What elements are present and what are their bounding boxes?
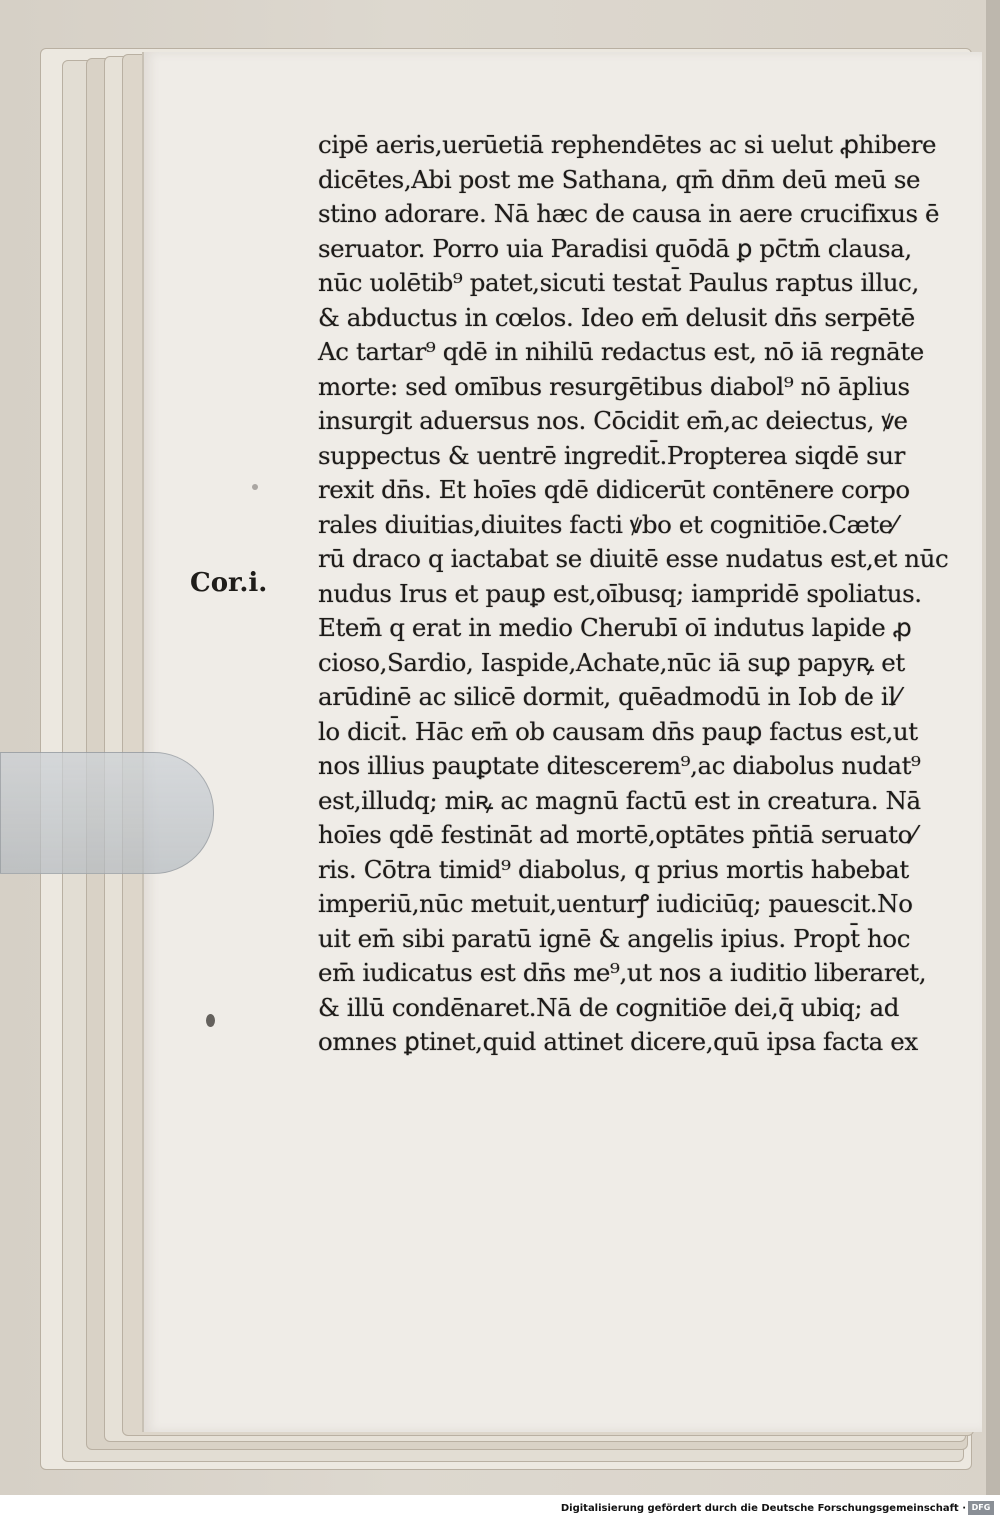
text-line: nudus Irus et pauꝑ est,oībusq; iampridē spoliatus. <box>318 578 922 608</box>
text-line: lo dicit̄. Hāc em̄ ob causam dn̄s pauꝑ factus est,ut <box>318 716 918 746</box>
ink-speck <box>252 484 258 490</box>
text-line: insurgit aduersus nos. Cōcidit em̄,ac deiectus, ꝟe <box>318 406 908 435</box>
text-line: ris. Cōtra timid⁹ diabolus, q prius mortis habebat <box>318 854 909 884</box>
page-text <box>318 128 949 1060</box>
text-line: morte: sed omībus resurgētibus diabol⁹ nō āplius <box>318 371 910 401</box>
text-line: nūc uolētib⁹ patet,sicuti testat̄ Paulus raptus illuc, <box>318 268 919 297</box>
margin-note: Cor.i. <box>190 568 268 598</box>
text-line: Etem̄ q erat in medio Cherubī oī indutus lapide ꝓ <box>318 613 912 642</box>
text-line: suppectus & uentrē ingredit̄.Propterea siqdē sur <box>318 440 905 470</box>
text-line: em̄ iudicatus est dn̄s me⁹,ut nos a iuditio liberaret, <box>318 958 927 987</box>
text-line: arūdinē ac silicē dormit, quēadmodū in Iob de il⁄ <box>318 682 900 711</box>
dfg-logo[interactable]: DFG <box>968 1501 994 1515</box>
text-line: dicētes,Abi post me Sathana, qm̄ dn̄m deū meū se <box>318 164 921 194</box>
text-line: stino adorare. Nā hæc de causa in aere crucifixus ē <box>318 199 940 228</box>
text-line: omnes ꝑtinet,quid attinet dicere,quū ipsa facta ex <box>318 1027 918 1056</box>
text-line: cioso,Sardio, Iaspide,Achate,nūc iā suꝑ papyꝶ et <box>318 647 905 677</box>
text-line: Ac tartar⁹ qdē in nihilū redactus est, nō iā regnāte <box>318 337 924 366</box>
text-line: nos illius pauꝑtate ditescerem⁹,ac diabolus nudat⁹ <box>318 751 921 780</box>
text-line: hoīes qdē festināt ad mortē,optātes pn̄tiā seruato⁄ <box>318 820 916 849</box>
text-line: & abductus in cœlos. Ideo em̄ delusit dn̄s serpētē <box>318 302 915 332</box>
text-line: imperiū,nūc metuit,uenturꝭ iudiciūq; pauescit.No <box>318 889 913 918</box>
text-line: uit em̄ sibi paratū ignē & angelis ipius. Propt̄ hoc <box>318 923 911 953</box>
ink-speck <box>206 1014 215 1027</box>
page-clip <box>0 752 214 874</box>
text-line: cipē aeris,uerūetiā rephendētes ac si uelut ꝓhibere <box>318 130 937 159</box>
text-line: seruator. Porro uia Paradisi quōdā ꝑ pc̄tm̄ clausa, <box>318 233 912 263</box>
text-line: rexit dn̄s. Et hoīes qdē didicerūt contēnere corpo <box>318 475 910 504</box>
text-line: rū draco q iactabat se diuitē esse nudatus est,et nūc <box>318 544 949 573</box>
text-line: est,illudq; miꝶ ac magnū factū est in creatura. Nā <box>318 785 921 815</box>
text-line: & illū condēnaret.Nā de cognitiōe dei,q̄ ubiq; ad <box>318 992 900 1022</box>
text-line: rales diuitias,diuites facti ꝟbo et cognitiōe.Cæte⁄ <box>318 509 897 539</box>
funding-credit: Digitalisierung gefördert durch die Deutsche Forschungsgemeinschaft · <box>560 1503 966 1514</box>
binding-edge <box>986 0 1000 1495</box>
